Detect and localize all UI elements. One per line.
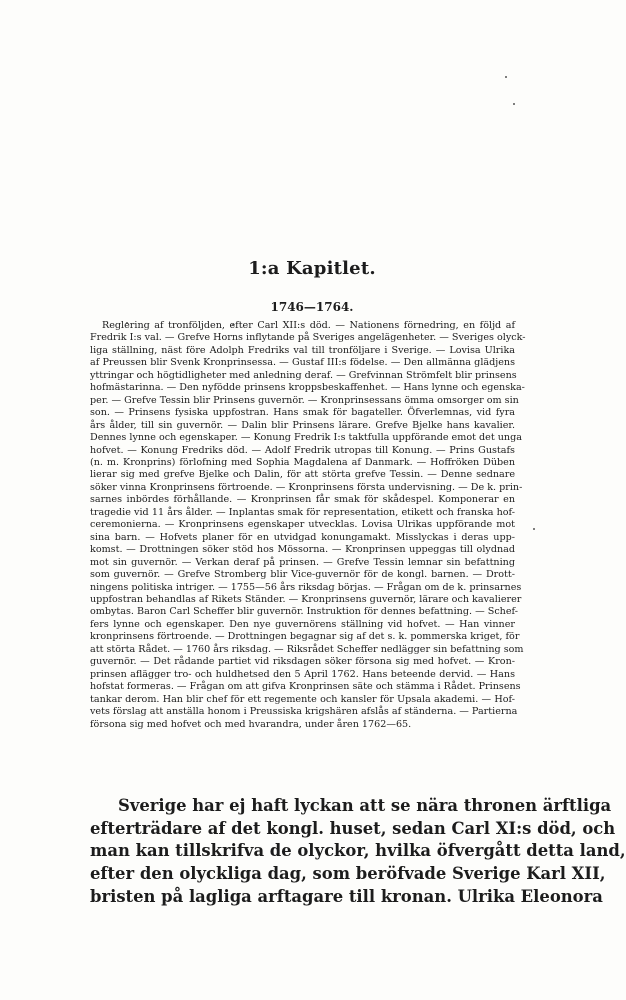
page-speck: [505, 76, 507, 78]
chapter-title: 1:a Kapitlet.: [248, 258, 376, 279]
summary-line: tankar derom. Han blir chef för ett regemente och kansler för Upsala akademi. — Hof-: [90, 693, 515, 705]
summary-line: af Preussen blir Svenk Kronprinsessa. — Gustaf III:s födelse. — Den allmänna glädjens: [90, 357, 515, 369]
summary-line: ceremonierna. — Kronprinsens egenskaper utvecklas. Lovisa Ulrikas uppförande mot: [90, 519, 515, 531]
summary-line: Dennes lynne och egenskaper. — Konung Fredrik I:s taktfulla uppförande emot det unga: [90, 432, 522, 444]
body-line: man kan tillskrifva de olyckor, hvilka öfvergått detta land,: [90, 841, 626, 861]
summary-line: söker vinna Kronprinsens förtroende. — Kronprinsens första undervisning. — De k. prin-: [90, 481, 523, 493]
summary-line: sina barn. — Hofvets planer för en utvidgad konungamakt. Misslyckas i deras upp-: [90, 531, 515, 543]
page-speck: [513, 103, 515, 105]
chapter-summary: [90, 320, 526, 731]
body-text: [90, 795, 626, 909]
summary-line: tragedie vid 11 års ålder. — Inplantas smak för representation, etikett och franska hof-: [90, 506, 515, 518]
chapter-years: 1746—1764.: [270, 300, 354, 314]
summary-line: yttringar och högtidligheter med anledning deraf. — Grefvinnan Strömfelt blir prinsens: [90, 369, 517, 381]
summary-line: att störta Rådet. — 1760 års riksdag. — Riksrådet Scheffer nedlägger sin befattning som: [90, 643, 524, 655]
summary-line: fers lynne och egenskaper. Den nye guvernörens ställning vid hofvet. — Han vinner: [90, 618, 515, 630]
summary-line: son. — Prinsens fysiska uppfostran. Hans smak för bagateller. Öfverlemnas, vid fyra: [90, 407, 515, 419]
summary-line: ningens politiska intriger. — 1755—56 års riksdag börjas. — Frågan om de k. prinsarnes: [90, 581, 522, 593]
summary-line: prinsen aflägger tro- och huldhetsed den 5 April 1762. Hans beteende dervid. — Hans: [90, 668, 515, 680]
summary-line: sarnes inbördes förhållande. — Kronprinsen får smak för skådespel. Komponerar en: [90, 494, 515, 506]
summary-line: års ålder, till sin guvernör. — Dalin blir Prinsens lärare. Grefve Bjelke hans kavalier.: [90, 419, 515, 431]
summary-line: per. — Grefve Tessin blir Prinsens guvernör. — Kronprinsessans ömma omsorger om sin: [90, 394, 519, 406]
body-line: efterträdare af det kongl. huset, sedan Carl XI:s död, och: [90, 818, 616, 838]
page-speck: [533, 528, 535, 530]
summary-line: komst. — Drottningen söker stöd hos Mössorna. — Kronprinsen uppeggas till olydnad: [90, 544, 515, 556]
summary-line: hofstat formeras. — Frågan om att gifva Kronprinsen säte och stämma i Rådet. Prinsens: [90, 681, 521, 693]
summary-line: hofvet. — Konung Fredriks död. — Adolf Fredrik utropas till Konung. — Prins Gustafs: [90, 444, 515, 456]
summary-line: guvernör. — Det rådande partiet vid riksdagen söker försona sig med hofvet. — Kron-: [90, 656, 515, 668]
body-line: efter den olyckliga dag, som beröfvade Sverige Karl XII,: [90, 864, 606, 884]
summary-line: Fredrik I:s val. — Grefve Horns inflytande på Sveriges angelägenheter. — Sveriges olyck-: [90, 332, 526, 344]
summary-line: lierar sig med grefve Bjelke och Dalin, för att störta grefve Tessin. — Denne sednare: [90, 469, 515, 481]
summary-line: hofmästarinna. — Den nyfödde prinsens kroppsbeskaffenhet. — Hans lynne och egenska-: [90, 382, 525, 394]
summary-line: liga ställning, näst före Adolph Fredriks val till tronföljare i Sverige. — Lovisa Ulrika: [90, 344, 515, 356]
summary-line: uppfostran behandlas af Rikets Ständer. — Kronprinsens guvernör, lärare och kavalierer: [90, 593, 522, 605]
summary-line: Reglering af tronföljden, efter Carl XII:s död. — Nationens förnedring, en följd af: [102, 320, 515, 331]
summary-line: som guvernör. — Grefve Stromberg blir Vice-guvernör för de kongl. barnen. — Drott-: [90, 569, 515, 581]
summary-line: kronprinsens förtroende. — Drottningen begagnar sig af det s. k. pommerska kriget, för: [90, 631, 520, 643]
summary-line: mot sin guvernör. — Verkan deraf på prinsen. — Grefve Tessin lemnar sin befattning: [90, 556, 515, 568]
body-line: Sverige har ej haft lyckan att se nära thronen ärftliga: [118, 796, 612, 815]
summary-line: försona sig med hofvet och med hvarandra, under åren 1762—65.: [90, 718, 412, 730]
body-line: bristen på lagliga arftagare till kronan. Ulrika Eleonora: [90, 886, 603, 906]
summary-line: (n. m. Kronprins) förlofning med Sophia Magdalena af Danmark. — Hoffröken Düben: [90, 456, 515, 468]
summary-line: ombytas. Baron Carl Scheffer blir guvernör. Instruktion för dennes befattning. — Schef-: [90, 606, 518, 618]
summary-line: vets förslag att anställa honom i Preussiska krigshären afslås af ständerna. — Partierna: [90, 706, 518, 718]
